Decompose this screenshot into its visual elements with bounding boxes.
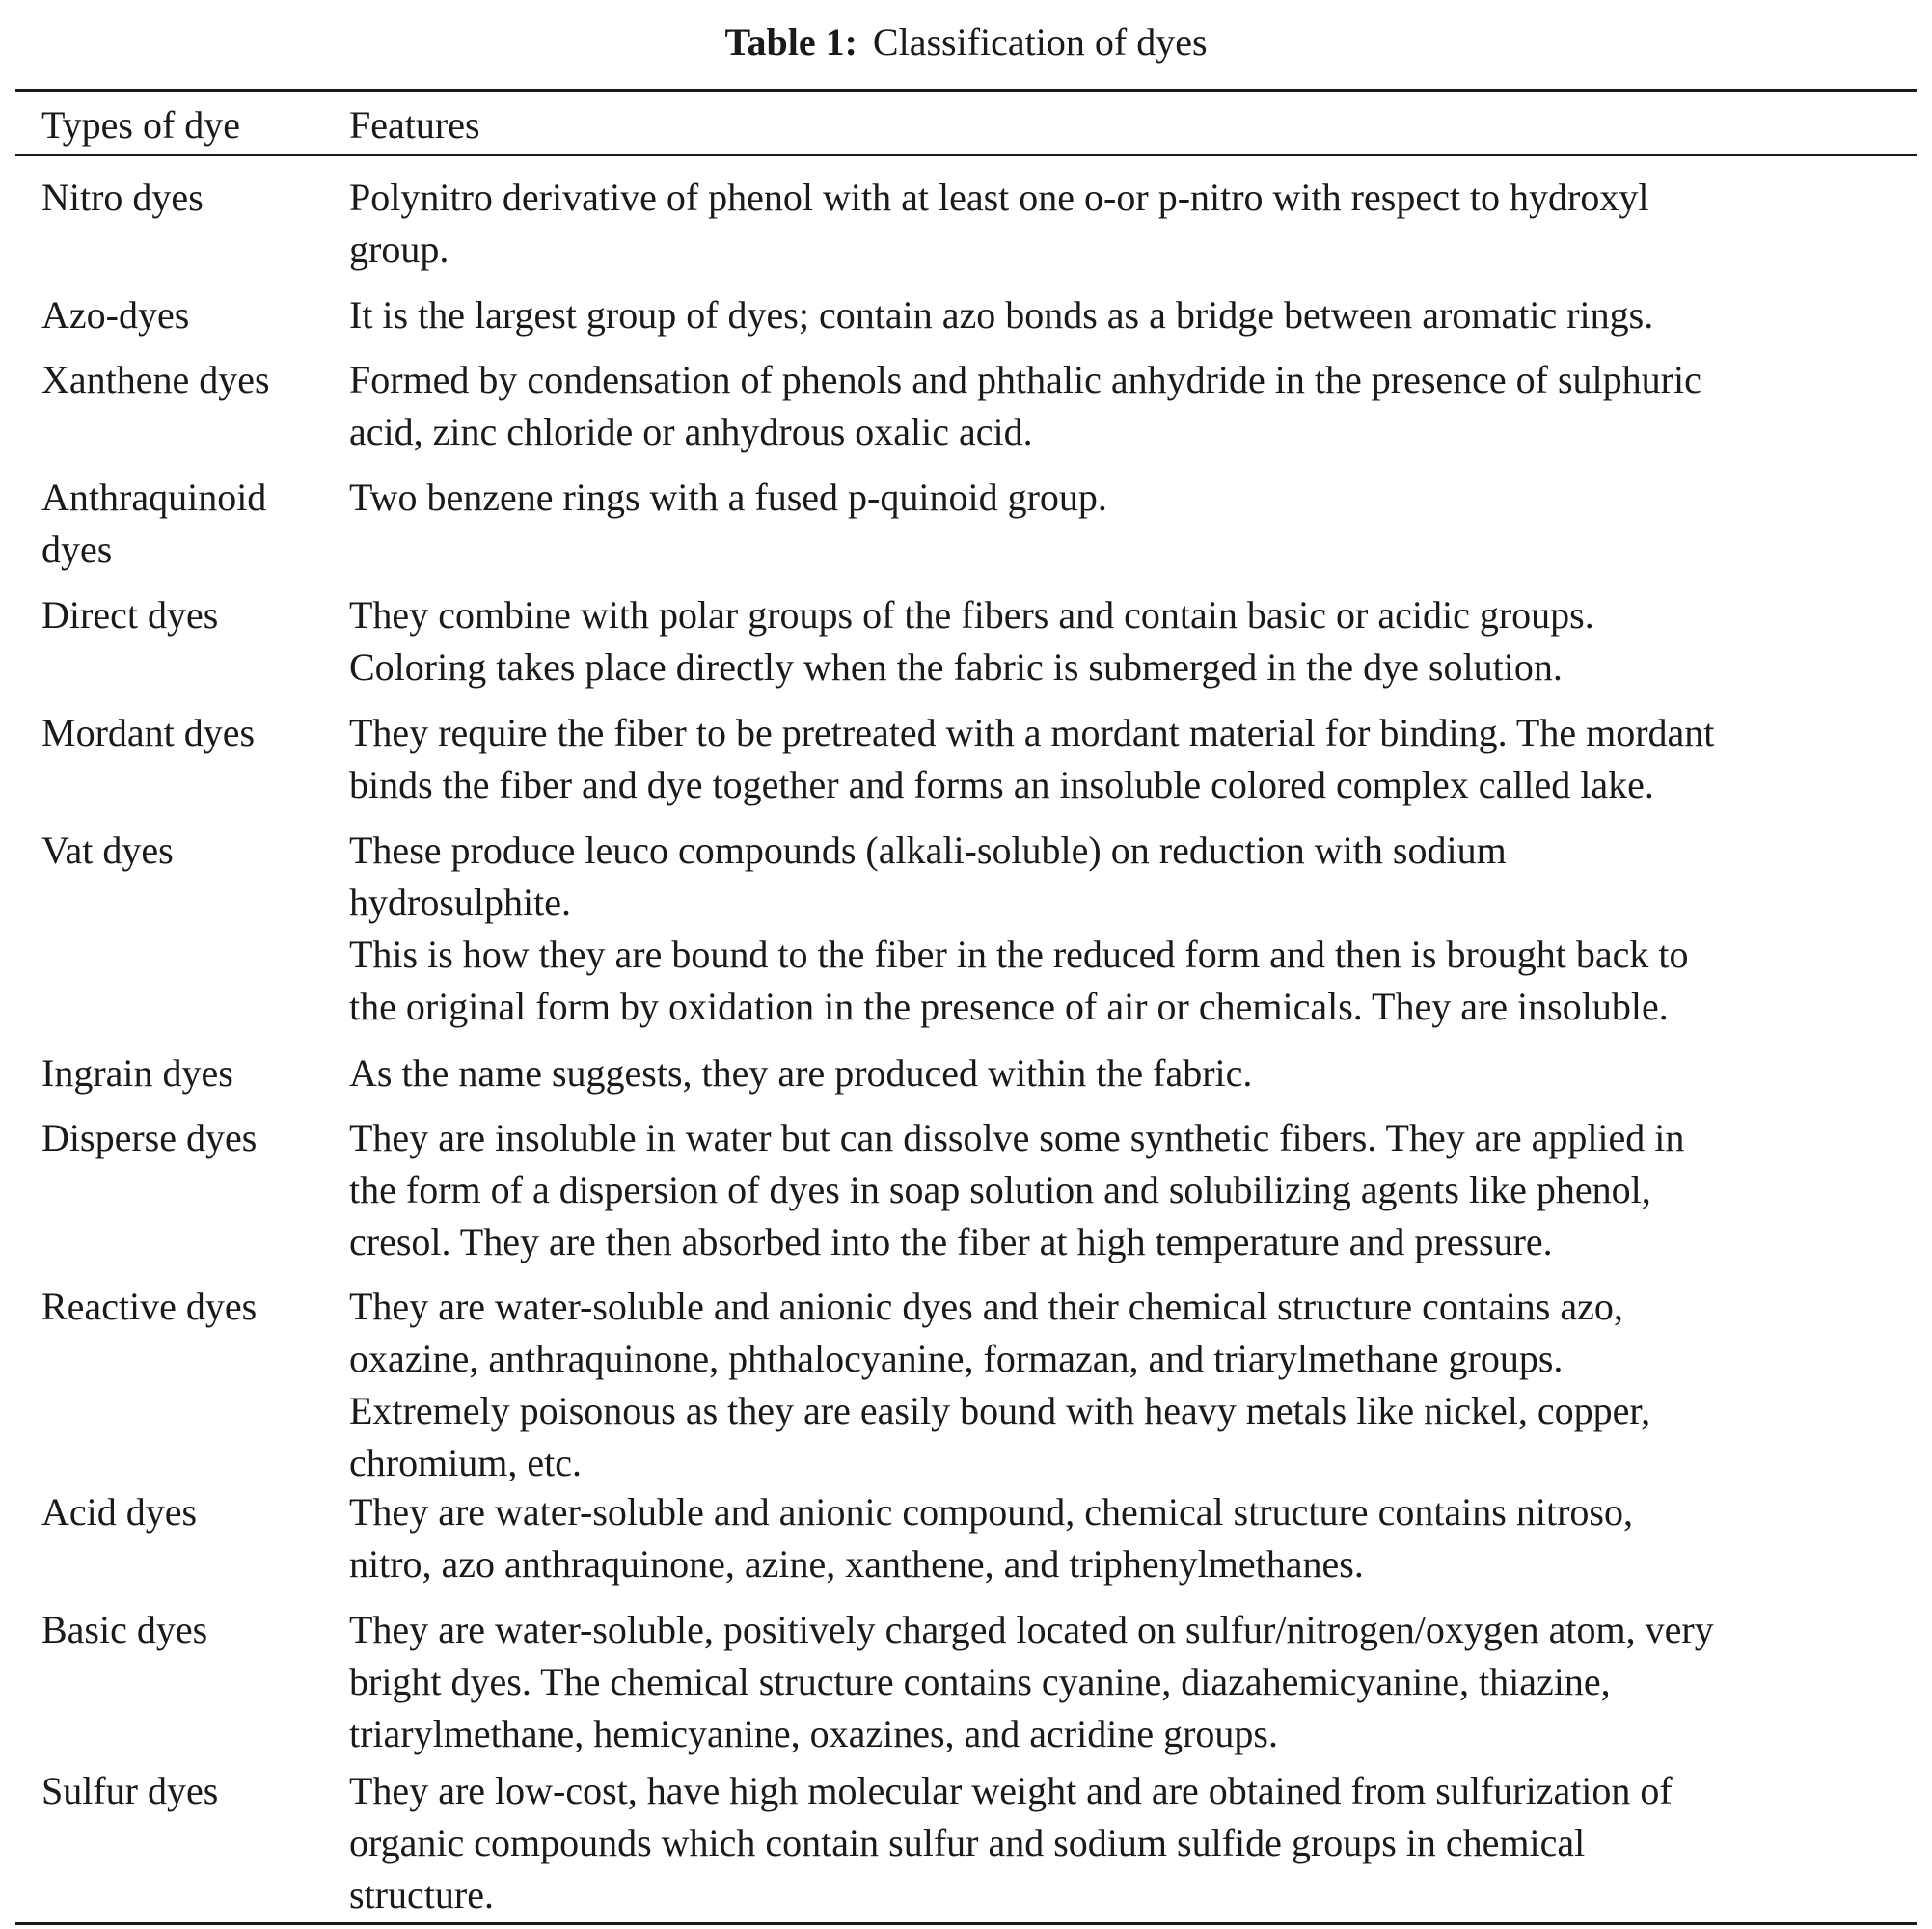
dye-type: Vat dyes <box>41 829 174 872</box>
dye-features: They are water-soluble and anionic dyes and their chemical structure contains azo, oxazine, anthraquinone, phthalocyanine, formazan, and triarylmethane groups. Extremely poisonous as they are easily bound with heavy metals like nickel, copper, chromium, etc. <box>349 1285 1651 1484</box>
dye-type: Acid dyes <box>41 1490 198 1534</box>
table-caption <box>0 17 1932 68</box>
dye-type: Sulfur dyes <box>41 1769 219 1812</box>
dye-type: Ingrain dyes <box>41 1051 233 1095</box>
dye-type: Reactive dyes <box>41 1285 258 1328</box>
dye-type: Disperse dyes <box>41 1116 258 1159</box>
header-type-of-dye: Types of dye <box>41 103 241 147</box>
table-caption-text: Classification of dyes <box>872 20 1208 64</box>
dye-features: It is the largest group of dyes; contain azo bonds as a bridge between aromatic rings. <box>349 293 1654 337</box>
dye-features: They are water-soluble and anionic compound, chemical structure contains nitroso, nitro, azo anthraquinone, azine, xanthene, and triphenylmethanes. <box>349 1490 1633 1586</box>
dye-features: They require the fiber to be pretreated with a mordant material for binding. The mordant binds the fiber and dye together and forms an insoluble colored complex called lake. <box>349 711 1715 806</box>
dye-type: Direct dyes <box>41 593 219 637</box>
dye-type: Azo-dyes <box>41 293 190 337</box>
dye-features: Polynitro derivative of phenol with at least one o-or p-nitro with respect to hydroxyl group. <box>349 176 1649 271</box>
dye-type: Mordant dyes <box>41 711 256 754</box>
dye-features: They are insoluble in water but can dissolve some synthetic fibers. They are applied in the form of a dispersion of dyes in soap solution and solubilizing agents like phenol, cresol. They are then absorbed into the fiber at high temperature and pressure. <box>349 1116 1685 1263</box>
top-rule <box>15 89 1917 92</box>
dye-features: These produce leuco compounds (alkali-soluble) on reduction with sodium hydrosulphite. This is how they are bound to the fiber in the reduced form and then is brought back to the original form by oxidation in the presence of air or chemicals. They are insoluble. <box>349 829 1689 1028</box>
dye-type: Xanthene dyes <box>41 358 270 401</box>
dye-features: They are water-soluble, positively charged located on sulfur/nitrogen/oxygen atom, very bright dyes. The chemical structure contains cyanine, diazahemicyanine, thiazine, triarylmethane, hemicyanine, oxazines, and acridine groups. <box>349 1608 1714 1755</box>
dye-features: Two benzene rings with a fused p-quinoid group. <box>349 475 1107 519</box>
dye-type: Nitro dyes <box>41 176 204 219</box>
bottom-rule <box>15 1922 1917 1925</box>
dye-type: Anthraquinoid dyes <box>41 475 267 571</box>
dye-features: They are low-cost, have high molecular weight and are obtained from sulfurization of organic compounds which contain sulfur and sodium sulfide groups in chemical structure. <box>349 1769 1673 1916</box>
dye-type: Basic dyes <box>41 1608 208 1651</box>
header-features: Features <box>349 103 480 147</box>
dye-features: They combine with polar groups of the fibers and contain basic or acidic groups. Coloring takes place directly when the fabric is submerged in the dye solution. <box>349 593 1594 689</box>
table-header-row <box>0 100 1932 150</box>
dye-features: As the name suggests, they are produced within the fabric. <box>349 1051 1253 1095</box>
header-rule <box>15 154 1917 156</box>
dye-features: Formed by condensation of phenols and phthalic anhydride in the presence of sulphuric acid, zinc chloride or anhydrous oxalic acid. <box>349 358 1701 453</box>
table-caption-label: Table 1: <box>724 20 857 64</box>
